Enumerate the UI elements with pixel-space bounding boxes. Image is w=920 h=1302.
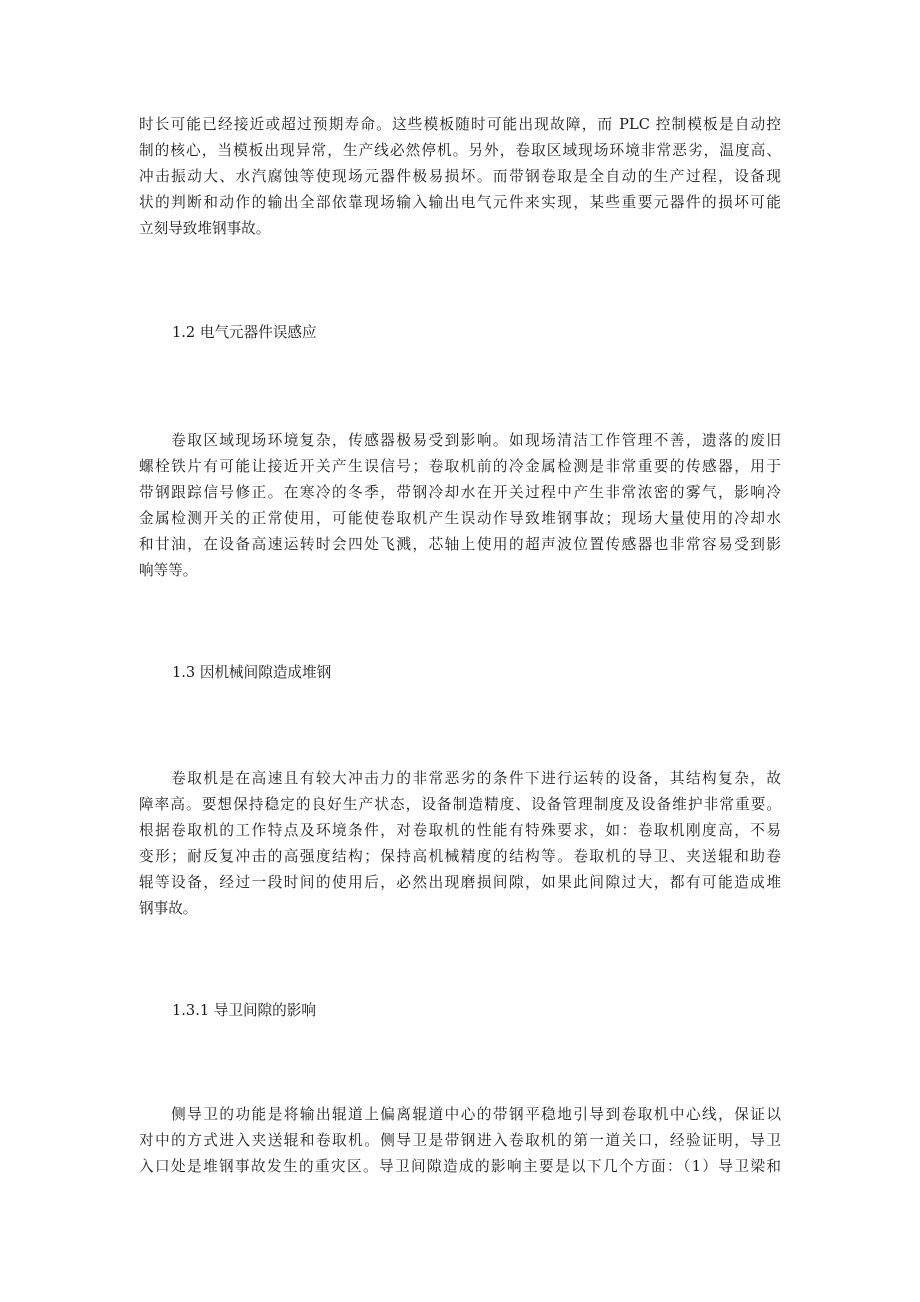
text-line: 响等等。 [139, 562, 198, 579]
text-line: 卷取机是在高速且有较大冲击力的非常恶劣的条件下进行运转的设备，其结构复杂，故 [139, 770, 781, 787]
text-line: 螺栓铁片有可能让接近开关产生误信号；卷取机前的冷金属检测是非常重要的传感器，用于 [139, 458, 781, 475]
section-heading: 1.2 电气元器件误感应 [172, 324, 317, 341]
text-line: 立刻导致堆钢事故。 [139, 220, 271, 237]
text-line: 带钢跟踪信号修正。在寒冷的冬季，带钢冷却水在开关过程中产生非常浓密的雾气，影响冷 [139, 484, 781, 501]
text-line: 根据卷取机的工作特点及环境条件，对卷取机的性能有特殊要求，如：卷取机刚度高，不易 [139, 822, 781, 839]
text-line: 入口处是堆钢事故发生的重灾区。导卫间隙造成的影响主要是以下几个方面：（1）导卫梁和 [139, 1158, 781, 1175]
text-line: 卷取区域现场环境复杂，传感器极易受到影响。如现场清洁工作管理不善，遗落的废旧 [139, 432, 781, 449]
text-line: 时长可能已经接近或超过预期寿命。这些模板随时可能出现故障，而 PLC 控制模板是自动控 [139, 116, 781, 133]
text-line: 障率高。要想保持稳定的良好生产状态，设备制造精度、设备管理制度及设备维护非常重要。 [139, 796, 781, 813]
text-line: 制的核心，当模板出现异常，生产线必然停机。另外，卷取区域现场环境非常恶劣，温度高、 [139, 142, 781, 159]
section-heading: 1.3 因机械间隙造成堆钢 [172, 664, 332, 681]
text-line: 和甘油，在设备高速运转时会四处飞溅，芯轴上使用的超声波位置传感器也非常容易受到影 [139, 536, 781, 553]
text-line: 侧导卫的功能是将输出辊道上偏离辊道中心的带钢平稳地引导到卷取机中心线，保证以 [139, 1106, 781, 1123]
text-line: 变形；耐反复冲击的高强度结构；保持高机械精度的结构等。卷取机的导卫、夹送辊和助卷 [139, 848, 781, 865]
text-line: 冲击振动大、水汽腐蚀等使现场元器件极易损坏。而带钢卷取是全自动的生产过程，设备现 [139, 168, 781, 185]
text-line: 钢事故。 [139, 900, 198, 917]
text-line: 辊等设备，经过一段时间的使用后，必然出现磨损间隙，如果此间隙过大，都有可能造成堆 [139, 874, 781, 891]
text-line: 金属检测开关的正常使用，可能使卷取机产生误动作导致堆钢事故；现场大量使用的冷却水 [139, 510, 781, 527]
section-heading: 1.3.1 导卫间隙的影响 [172, 1002, 316, 1019]
text-line: 对中的方式进入夹送辊和卷取机。侧导卫是带钢进入卷取机的第一道关口，经验证明，导卫 [139, 1132, 781, 1149]
text-line: 状的判断和动作的输出全部依靠现场输入输出电气元件来实现，某些重要元器件的损坏可能 [139, 194, 781, 211]
